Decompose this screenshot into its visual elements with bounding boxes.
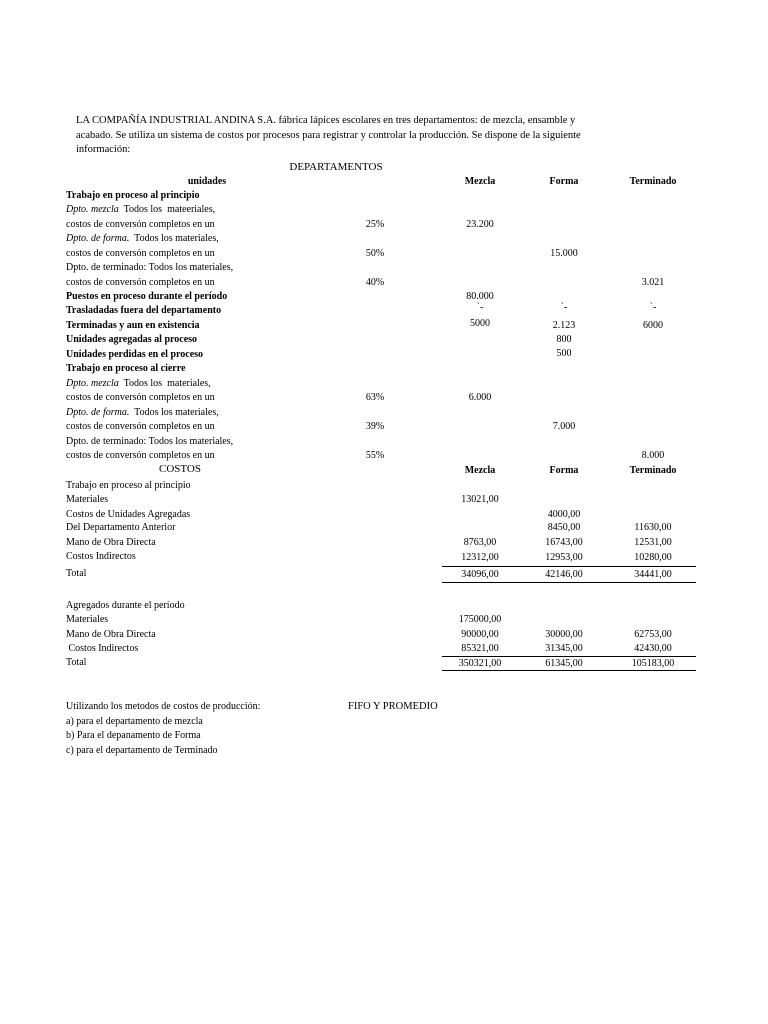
wip-end-forma-label: Dpto. de forma. Todos los materiales, bbox=[66, 407, 219, 418]
instructions-lead: Utilizando los metodos de costos de producción: bbox=[66, 701, 261, 712]
instructions-methods: FIFO Y PROMEDIO bbox=[348, 701, 438, 712]
added-total-forma: 61345,00 bbox=[545, 658, 583, 669]
wip-end-mezcla-pct: 63% bbox=[365, 392, 385, 403]
costs-total-mezcla: 34096,00 bbox=[461, 569, 499, 580]
costs-col-terminado: Terminado bbox=[629, 465, 677, 476]
puestos-label: Puestos en proceso durante el período bbox=[66, 291, 228, 302]
instruction-c: c) para el departamento de Terminado bbox=[66, 745, 218, 756]
perdidas-forma: 500 bbox=[556, 348, 572, 359]
unidades-header: unidades bbox=[187, 176, 227, 187]
wip-end-mezcla-value: 6.000 bbox=[468, 392, 492, 403]
costs-depto-anterior-forma: 8450,00 bbox=[547, 522, 581, 533]
added-total-terminado: 105183,00 bbox=[631, 658, 675, 669]
instruction-a: a) para el departamento de mezcla bbox=[66, 716, 203, 727]
costs-indirectos-mezcla: 12312,00 bbox=[461, 552, 499, 563]
terminadas-mezcla: 5000 bbox=[470, 318, 490, 329]
wip-end-forma-pct: 39% bbox=[365, 421, 385, 432]
costs-total-terminado: 34441,00 bbox=[634, 569, 672, 580]
agregadas-forma: 800 bbox=[556, 334, 572, 345]
conversion-text: costos de conversón completos en un bbox=[66, 277, 215, 288]
departamentos-header: DEPARTAMENTOS bbox=[289, 161, 383, 173]
wip-begin-mezcla-label: Dpto. mezcla Todos los mateeriales, bbox=[66, 204, 216, 215]
trasladadas-terminado: `- bbox=[649, 302, 657, 313]
puestos-mezcla: 80.000 bbox=[466, 291, 494, 302]
costs-indirectos-label: Costos Indirectos bbox=[66, 551, 136, 562]
added-indirectos-label: Costos Indirectos bbox=[66, 643, 139, 654]
costs-mano-obra-forma: 16743,00 bbox=[545, 537, 583, 548]
costs-col-forma: Forma bbox=[549, 465, 579, 476]
wip-begin-title: Trabajo en proceso al principio bbox=[66, 190, 200, 201]
perdidas-label: Unidades perdidas en el proceso bbox=[66, 349, 204, 360]
added-indirectos-mezcla: 85321,00 bbox=[461, 643, 499, 654]
added-indirectos-terminado: 42430,00 bbox=[634, 643, 672, 654]
wip-begin-forma-value: 15.000 bbox=[550, 248, 578, 259]
wip-end-terminado-label: Dpto. de terminado: Todos los materiales, bbox=[66, 436, 234, 447]
added-total-underline bbox=[442, 670, 696, 671]
costs-mano-obra-mezcla: 8763,00 bbox=[463, 537, 497, 548]
col-terminado-header: Terminado bbox=[629, 176, 677, 187]
costs-depto-anterior-label: Del Departamento Anterior bbox=[66, 522, 176, 533]
intro-paragraph bbox=[76, 114, 606, 158]
added-total-label: Total bbox=[66, 657, 87, 668]
costs-indirectos-terminado: 10280,00 bbox=[634, 552, 672, 563]
costs-mano-obra-terminado: 12531,00 bbox=[634, 537, 672, 548]
costs-indirectos-forma: 12953,00 bbox=[545, 552, 583, 563]
added-total-mezcla: 350321,00 bbox=[458, 658, 502, 669]
terminadas-terminado: 6000 bbox=[643, 320, 663, 331]
added-materiales-mezcla: 175000,00 bbox=[458, 614, 502, 625]
wip-end-mezcla-label: Dpto. mezcla Todos los materiales, bbox=[66, 378, 211, 389]
wip-end-terminado-value: 8.000 bbox=[641, 450, 665, 461]
trasladadas-forma: `- bbox=[560, 302, 568, 313]
costos-header: COSTOS bbox=[159, 463, 201, 475]
wip-begin-mezcla-value: 23.200 bbox=[466, 219, 494, 230]
terminadas-label: Terminadas y aun en existencia bbox=[66, 320, 200, 331]
wip-begin-forma-label: Dpto. de forma. Todos los materiales, bbox=[66, 233, 219, 244]
terminadas-forma: 2.123 bbox=[552, 320, 576, 331]
costs-mano-obra-label: Mano de Obra Directa bbox=[66, 537, 156, 548]
costs-depto-anterior-terminado: 11630,00 bbox=[634, 522, 672, 533]
costs-begin-title: Trabajo en proceso al principio bbox=[66, 480, 191, 491]
costs-total-label: Total bbox=[66, 568, 87, 579]
wip-begin-terminado-label: Dpto. de terminado: Todos los materiales, bbox=[66, 262, 234, 273]
trasladadas-mezcla: `- bbox=[476, 302, 484, 313]
costs-unidades-forma: 4000,00 bbox=[547, 509, 581, 520]
added-mano-obra-forma: 30000,00 bbox=[545, 629, 583, 640]
wip-begin-terminado-value: 3.021 bbox=[641, 277, 665, 288]
col-mezcla-header: Mezcla bbox=[464, 176, 496, 187]
costs-materiales-label: Materiales bbox=[66, 494, 109, 505]
conversion-text: costos de conversón completos en un bbox=[66, 421, 215, 432]
intro-line-2: acabado. Se utiliza un sistema de costos por procesos para registrar y controlar la producción. Se dispone de la siguiente bbox=[76, 129, 581, 141]
added-materiales-label: Materiales bbox=[66, 614, 109, 625]
wip-end-title: Trabajo en proceso al cierre bbox=[66, 363, 186, 374]
costs-unidades-label: Costos de Unidades Agregadas bbox=[66, 509, 191, 520]
added-mano-obra-label: Mano de Obra Directa bbox=[66, 629, 156, 640]
instruction-b: b) Para el depanamento de Forma bbox=[66, 730, 201, 741]
wip-end-terminado-pct: 55% bbox=[365, 450, 385, 461]
added-indirectos-forma: 31345,00 bbox=[545, 643, 583, 654]
wip-end-forma-value: 7.000 bbox=[552, 421, 576, 432]
agregadas-label: Unidades agregadas al proceso bbox=[66, 334, 198, 345]
conversion-text: costos de conversón completos en un bbox=[66, 248, 215, 259]
costs-materiales-mezcla: 13021,00 bbox=[461, 494, 499, 505]
conversion-text: costos de conversón completos en un bbox=[66, 219, 215, 230]
wip-begin-terminado-pct: 40% bbox=[365, 277, 385, 288]
conversion-text: costos de conversón completos en un bbox=[66, 450, 215, 461]
costs-added-title: Agregados durante el período bbox=[66, 600, 185, 611]
intro-line-3: información: bbox=[76, 144, 131, 155]
conversion-text: costos de conversón completos en un bbox=[66, 392, 215, 403]
total-divider-line bbox=[442, 566, 696, 567]
wip-begin-forma-pct: 50% bbox=[365, 248, 385, 259]
added-mano-obra-terminado: 62753,00 bbox=[634, 629, 672, 640]
trasladadas-label: Trasladadas fuera del departamento bbox=[66, 305, 222, 316]
costs-col-mezcla: Mezcla bbox=[464, 465, 496, 476]
total-underline bbox=[442, 582, 696, 583]
added-mano-obra-mezcla: 90000,00 bbox=[461, 629, 499, 640]
col-forma-header: Forma bbox=[549, 176, 579, 187]
wip-begin-mezcla-pct: 25% bbox=[365, 219, 385, 230]
intro-line-1: LA COMPAÑÍA INDUSTRIAL ANDINA S.A. fábrica lápices escolares en tres departamentos: de mezcla, ensamble y bbox=[76, 115, 576, 126]
added-total-divider-line bbox=[442, 656, 696, 657]
costs-total-forma: 42146,00 bbox=[545, 569, 583, 580]
